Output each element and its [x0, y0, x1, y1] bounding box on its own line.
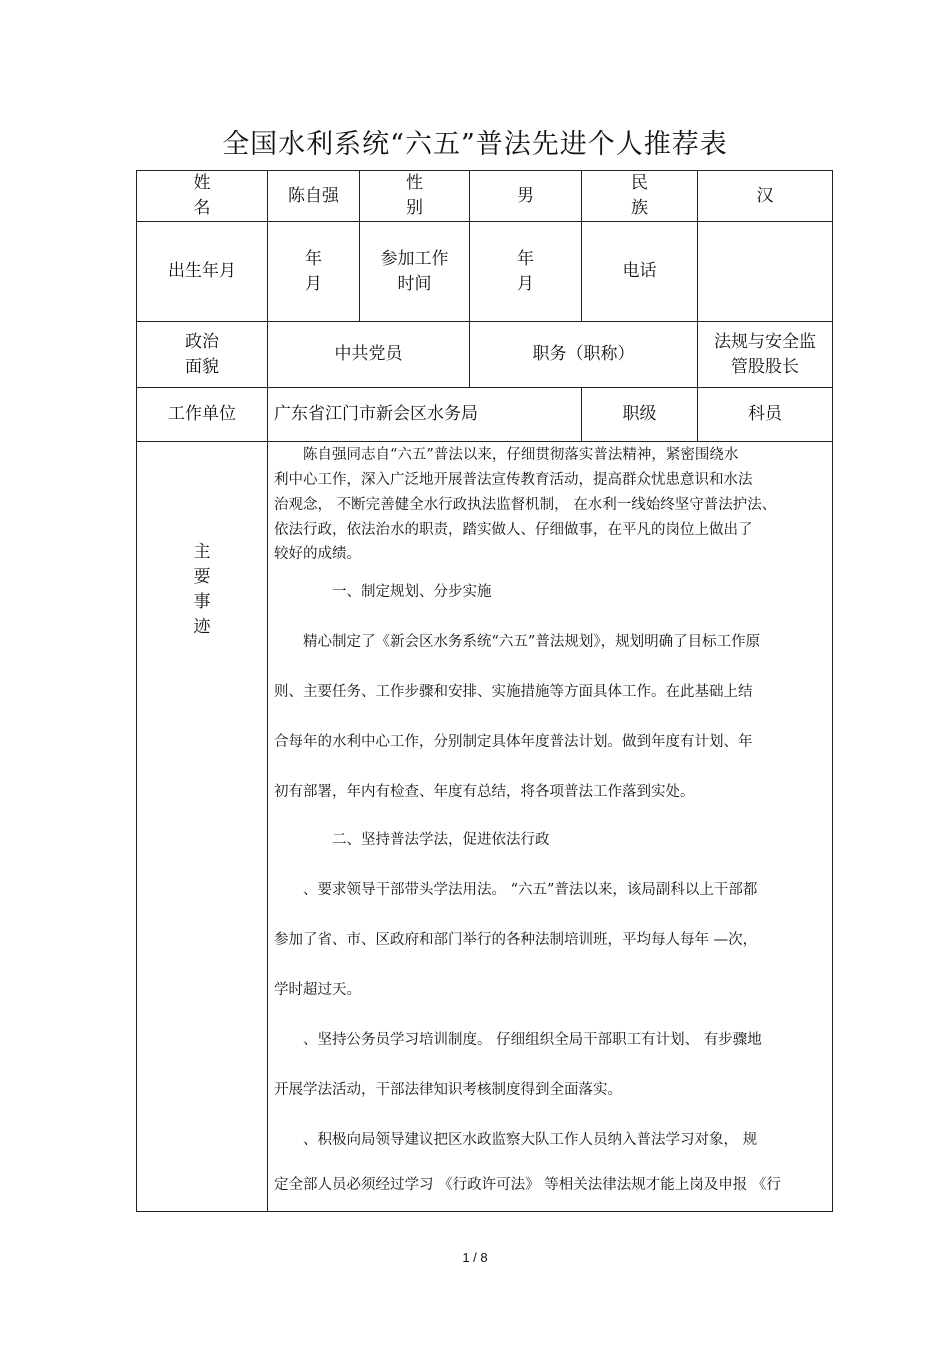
deeds-heading: 二、坚持普法学法，促进依法行政 — [274, 832, 550, 848]
phone-label: 电话 — [582, 222, 698, 322]
phone-value — [698, 222, 833, 322]
deeds-line: 定全部人员必须经过学习 《行政许可法》 等相关法律法规才能上岗及申报 《行 — [274, 1177, 781, 1193]
rank-value: 科员 — [698, 388, 833, 442]
deeds-line: 开展学法活动，干部法律知识考核制度得到全面落实。 — [274, 1082, 622, 1098]
recommendation-form-table — [136, 170, 833, 1212]
ethnicity-label: 民 族 — [582, 171, 698, 222]
unit-value: 广东省江门市新会区水务局 — [268, 388, 582, 442]
birth-label: 出生年月 — [137, 222, 268, 322]
deeds-line: 、坚持公务员学习培训制度。 仔细组织全局干部职工有计划、 有步骤地 — [274, 1032, 762, 1048]
position-label: 职务（职称） — [470, 322, 698, 388]
main-deeds-label: 主 要 事 迹 — [137, 442, 268, 1212]
row-politics — [137, 322, 833, 388]
work-start-month: 月 — [517, 273, 534, 294]
deeds-line: 精心制定了《新会区水务系统“六五”普法规划》，规划明确了目标工作原 — [274, 634, 761, 650]
deeds-line: 初有部署，年内有检查、年度有总结，将各项普法工作落到实处。 — [274, 784, 695, 800]
deeds-heading: 一、制定规划、分步实施 — [274, 584, 492, 600]
gender-label: 性 别 — [360, 171, 470, 222]
politics-label: 政治 面貌 — [137, 322, 268, 388]
page-number: 1 / 8 — [462, 1250, 488, 1265]
deeds-line: 、要求领导干部带头学法用法。 “六五”普法以来，该局副科以上干部都 — [274, 882, 758, 898]
deeds-line: 较好的成绩。 — [274, 546, 361, 562]
row-unit — [137, 388, 833, 442]
deeds-line: 参加了省、市、区政府和部门举行的各种法制培训班，平均每人每年 —次， — [274, 932, 758, 948]
gender-value: 男 — [470, 171, 582, 222]
birth-value — [268, 222, 360, 322]
name-value: 陈自强 — [268, 171, 360, 222]
deeds-line: 、积极向局领导建议把区水政监察大队工作人员纳入普法学习对象， 规 — [274, 1132, 758, 1148]
deeds-line: 利中心工作，深入广泛地开展普法宣传教育活动，提高群众忧患意识和水法 — [274, 472, 753, 488]
birth-year: 年 — [305, 248, 322, 269]
work-start-value — [470, 222, 582, 322]
deeds-line: 治观念， 不断完善健全水行政执法监督机制， 在水利一线始终坚守普法护法、 — [274, 497, 777, 513]
rank-label: 职级 — [582, 388, 698, 442]
main-deeds-content — [268, 442, 833, 1212]
document-title: 全国水利系统“六五”普法先进个人推荐表 — [222, 129, 728, 160]
name-label: 姓 名 — [137, 171, 268, 222]
deeds-line: 依法行政，依法治水的职责，踏实做人、仔细做事，在平凡的岗位上做出了 — [274, 522, 753, 538]
birth-month: 月 — [305, 273, 322, 294]
work-start-year: 年 — [517, 248, 534, 269]
row-basic-info — [137, 171, 833, 222]
ethnicity-value: 汉 — [698, 171, 833, 222]
politics-value: 中共党员 — [268, 322, 470, 388]
row-dates — [137, 222, 833, 322]
position-value: 法规与安全监 管股股长 — [698, 322, 833, 388]
row-main-deeds — [137, 442, 833, 1212]
unit-label: 工作单位 — [137, 388, 268, 442]
deeds-line: 则、主要任务、工作步骤和安排、实施措施等方面具体工作。在此基础上结 — [274, 684, 753, 700]
work-start-label: 参加工作 时间 — [360, 222, 470, 322]
deeds-line: 合每年的水利中心工作，分别制定具体年度普法计划。做到年度有计划、年 — [274, 734, 753, 750]
deeds-line: 学时超过天。 — [274, 982, 361, 998]
deeds-line: 陈自强同志自“六五”普法以来，仔细贯彻落实普法精神，紧密围绕水 — [274, 447, 739, 463]
